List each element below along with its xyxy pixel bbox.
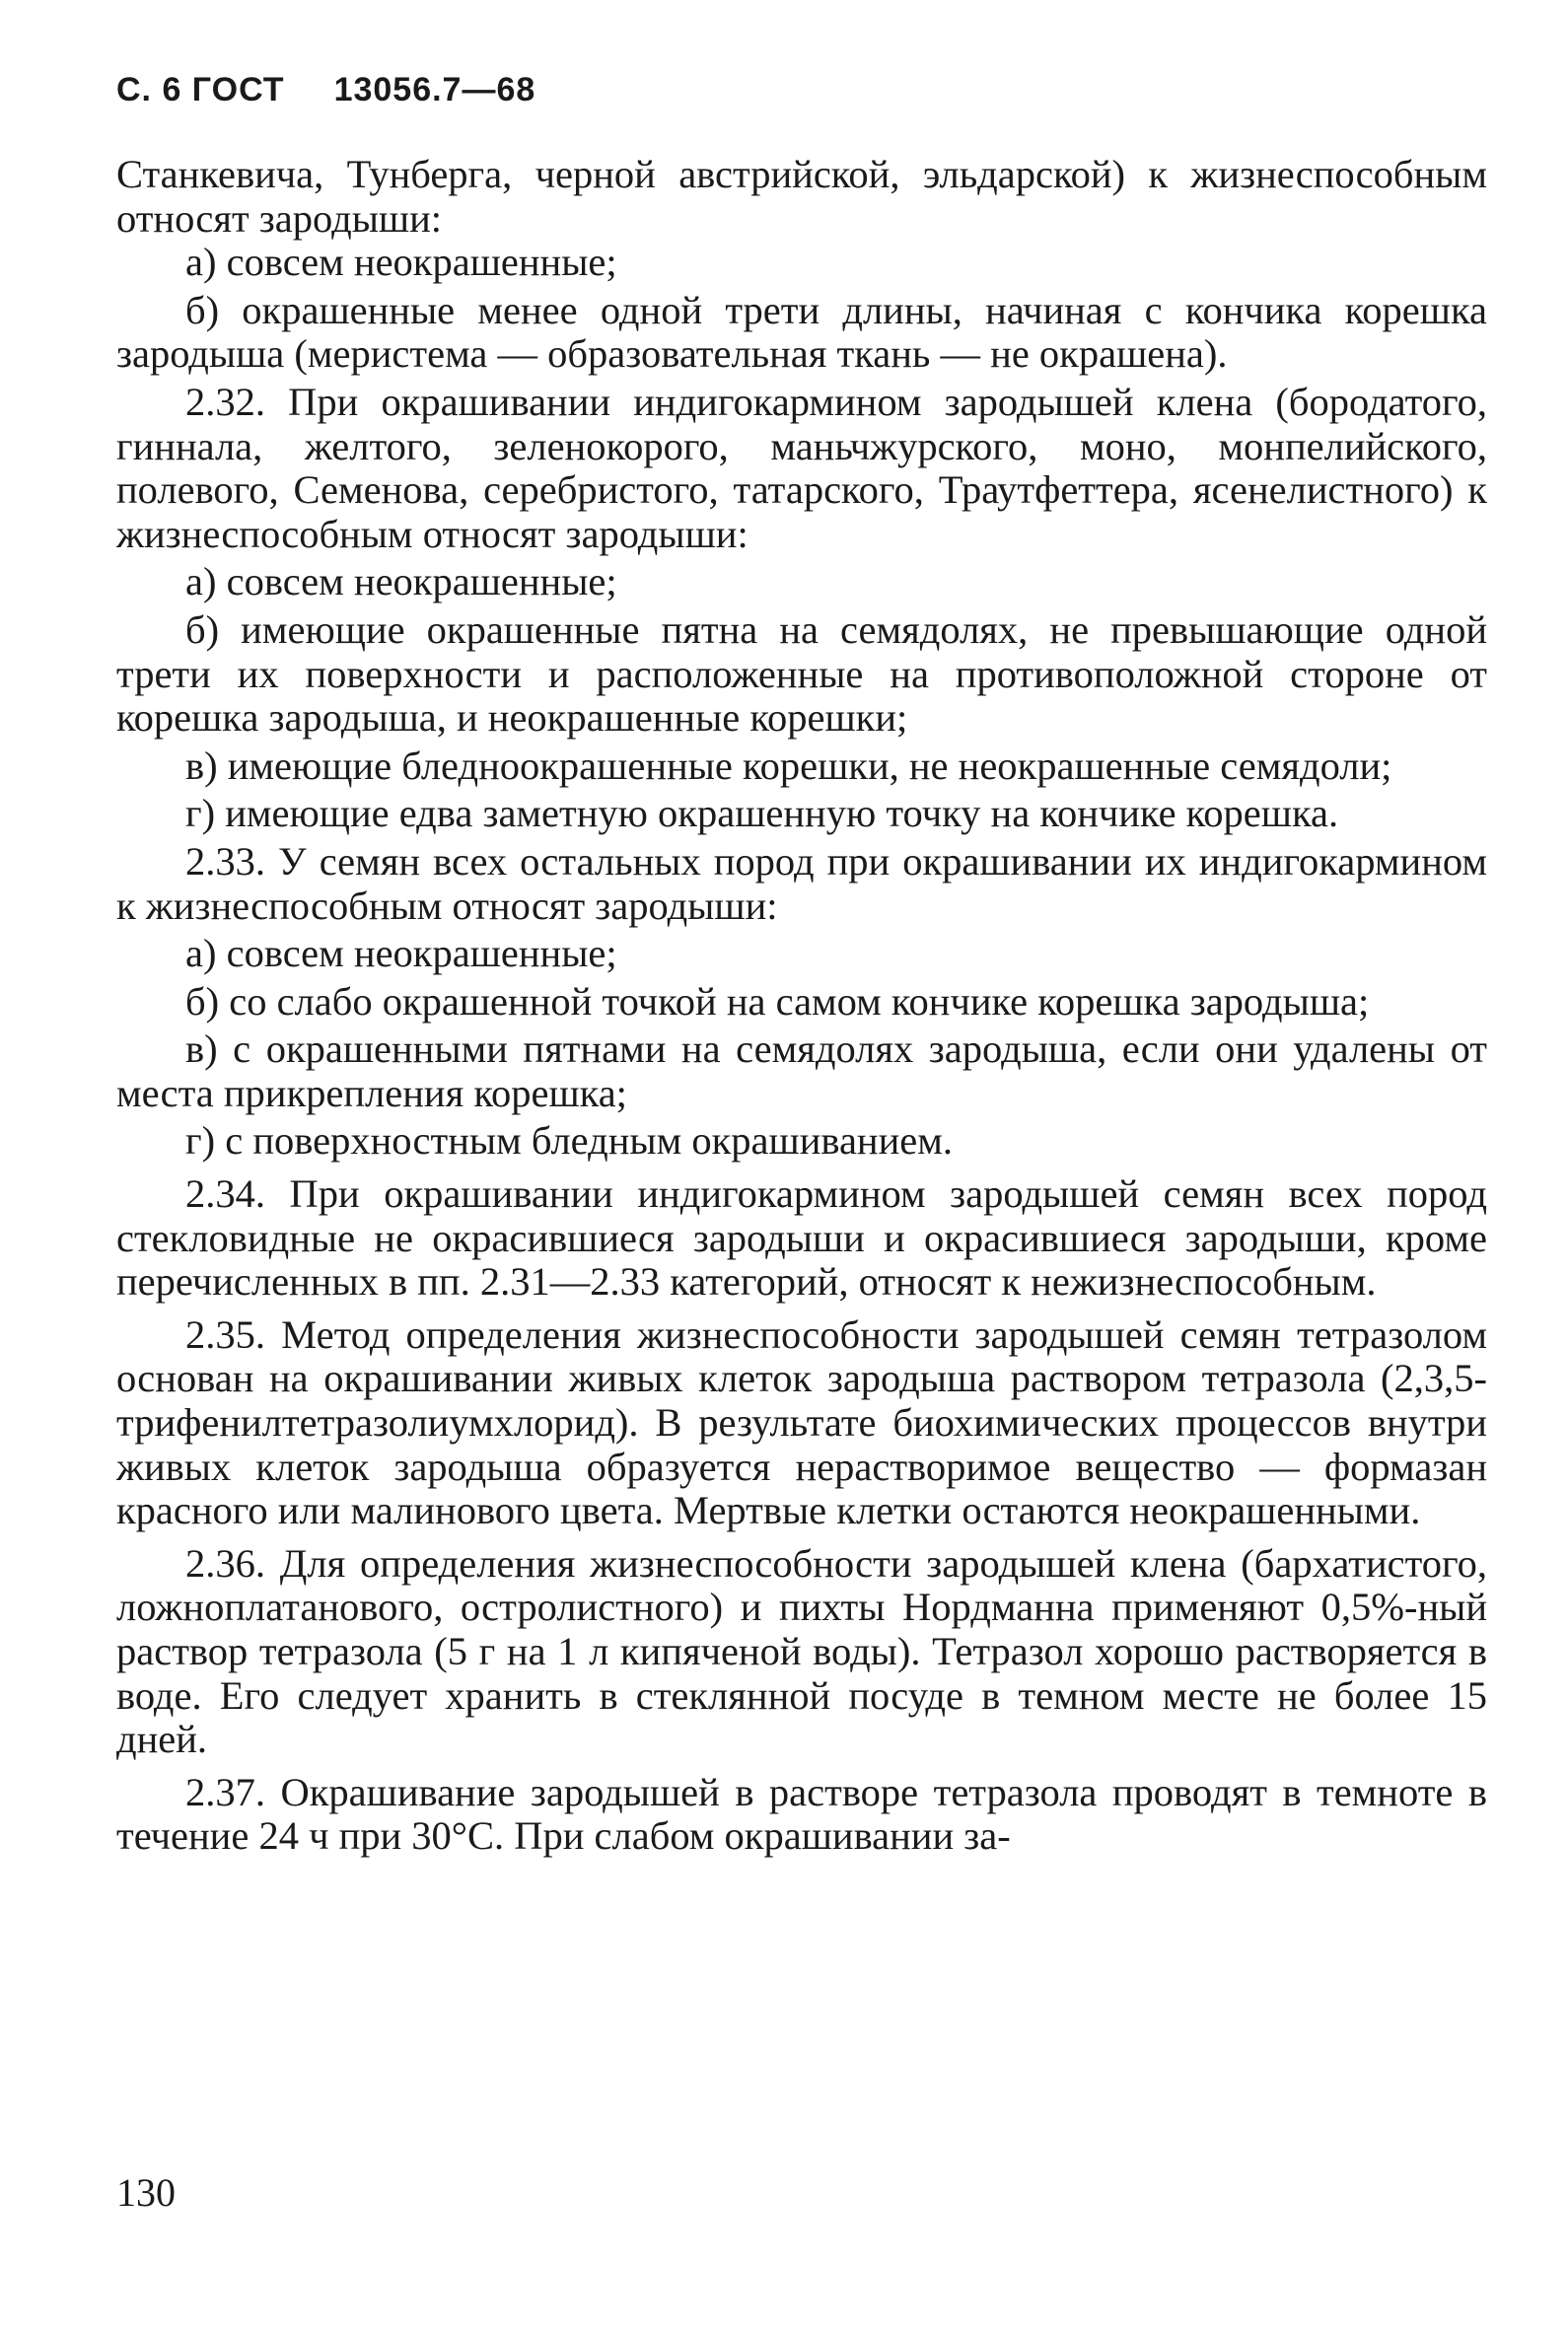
list-item: б) имеющие окрашенные пятна на семядолях, не превышающие одной трети их поверхности и расположенные на противоположной стороне от корешка зародыша, и неокрашенные корешки; — [116, 606, 1487, 741]
clause-2-35: 2.35. Метод определения жизнеспособности зародышей семян тетразолом основан на окрашивании живых клеток зародыша раствором тетразола (2,3,5-трифенилтетразолиумхлорид). В результате биохимических процессов внутри живых клеток зародыша образуется нерастворимое вещество — формазан красного или малинового цвета. Мертвые клетки остаются неокрашенными. — [116, 1311, 1487, 1533]
list-item: г) имеющие едва заметную окрашенную точку на кончике корешка. — [185, 791, 1339, 836]
clause-2-32: 2.32. При окрашивании индигокармином зародышей клена (бородатого, гиннала, желтого, зеленокорого, маньчжурского, моно, монпелийского, полевого, Семенова, серебристого, татарского, Траутфеттера, ясенелистного) к жизнеспособным относят зародыши: — [116, 379, 1487, 556]
body-text — [116, 153, 1487, 1859]
list-item: б) окрашенные менее одной трети длины, начиная с кончика корешка зародыша (меристема — образовательная ткань — не окрашена). — [116, 287, 1487, 377]
list-item: г) с поверхностным бледным окрашиванием. — [185, 1118, 954, 1164]
header-left: С. 6 ГОСТ — [116, 71, 285, 108]
running-header — [116, 71, 535, 109]
paragraph-continuation: Станкевича, Тунберга, черной австрийской, эльдарской) к жизнеспособным относят зародыши: — [116, 152, 1487, 241]
list-item: а) совсем неокрашенные; — [185, 931, 617, 976]
list-item: в) с окрашенными пятнами на семядолях зародыша, если они удалены от места прикрепления корешка; — [116, 1026, 1487, 1115]
list-item: а) совсем неокрашенные; — [185, 240, 617, 285]
standard-number: 13056.7—68 — [333, 71, 536, 108]
clause-2-34: 2.34. При окрашивании индигокармином зародышей семян всех пород стекловидные не окрасившиеся зародыши и окрасившиеся зародыши, кроме перечисленных в пп. 2.31—2.33 категорий, относят к нежизнеспособным. — [116, 1171, 1487, 1305]
list-item: в) имеющие бледноокрашенные корешки, не неокрашенные семядоли; — [185, 743, 1392, 788]
list-item: б) со слабо окрашенной точкой на самом кончике корешка зародыша; — [185, 978, 1370, 1024]
clause-2-36: 2.36. Для определения жизнеспособности зародышей клена (бархатистого, ложноплатанового, остролистного) и пихты Нордманна применяют 0,5%-ный раствор тетразола (5 г на 1 л кипяченой воды). Тетразол хорошо растворяется в воде. Его следует хранить в стеклянной посуде в темном месте не более 15 дней. — [116, 1540, 1487, 1762]
clause-2-37: 2.37. Окрашивание зародышей в растворе тетразола проводят в темноте в течение 24 ч при 30°С. При слабом окрашивании за- — [116, 1769, 1487, 1859]
page-number: 130 — [116, 2170, 176, 2215]
list-item: а) совсем неокрашенные; — [185, 559, 617, 604]
clause-2-33: 2.33. У семян всех остальных пород при окрашивании их индигокармином к жизнеспособным относят зародыши: — [116, 838, 1487, 928]
